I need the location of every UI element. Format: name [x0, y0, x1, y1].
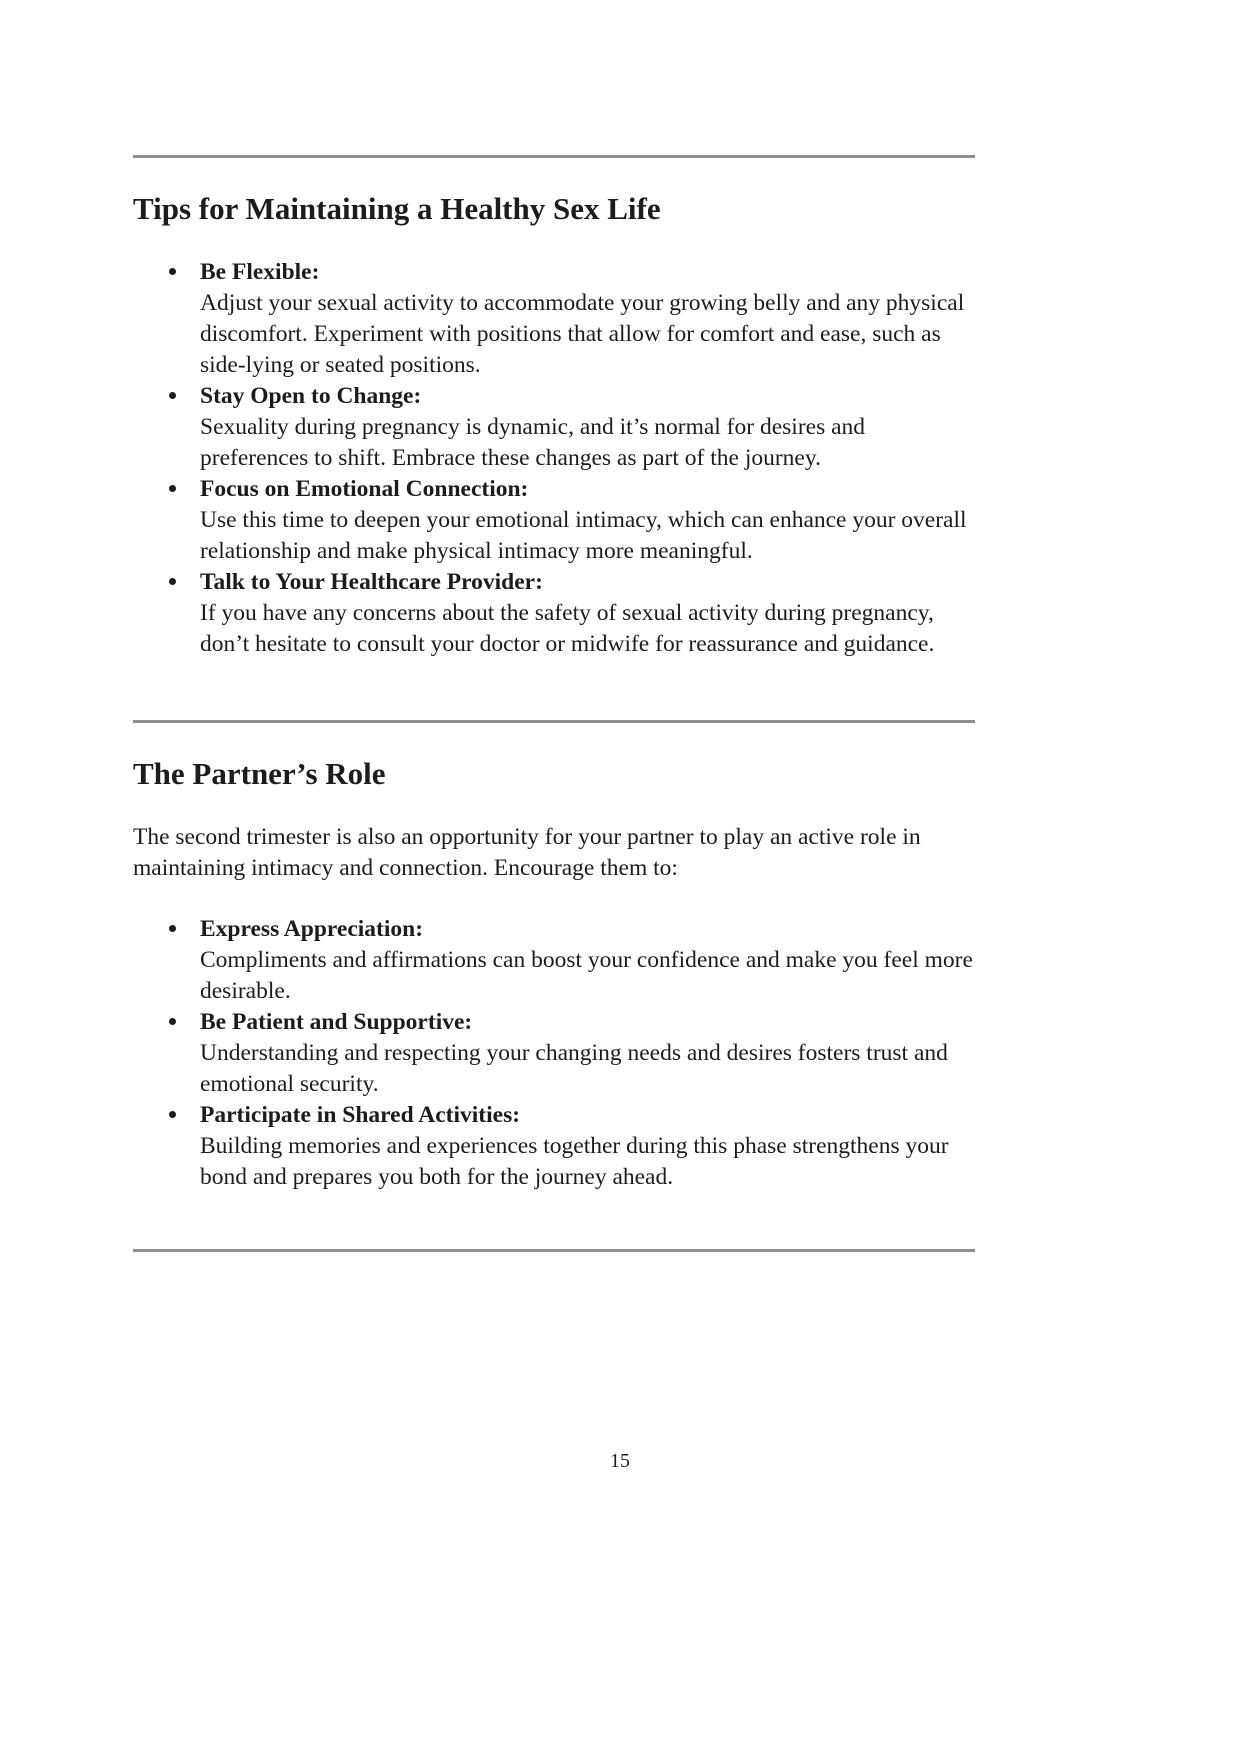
bullet-title: Talk to Your Healthcare Provider: — [200, 569, 543, 595]
list-item — [133, 381, 975, 474]
bullet-title: Express Appreciation: — [200, 916, 424, 942]
bullet-body: If you have any concerns about the safety of sexual activity during pregnancy, don’t hesitate to consult your doctor or midwife for reassurance and guidance. — [200, 600, 935, 657]
section-divider — [133, 720, 975, 723]
section-heading-tips: Tips for Maintaining a Healthy Sex Life — [133, 191, 661, 226]
bullet-icon — [169, 578, 176, 585]
bullet-body: Use this time to deepen your emotional intimacy, which can enhance your overall relationship and make physical intimacy more meaningful. — [200, 507, 967, 564]
list-item — [133, 914, 975, 1007]
list-item — [133, 257, 975, 381]
section-divider — [133, 155, 975, 158]
bullet-icon — [169, 485, 176, 492]
page-number: 15 — [610, 1450, 630, 1472]
bullet-body: Building memories and experiences together during this phase strengthens your bond and prepares you both for the journey ahead. — [200, 1133, 949, 1190]
list-item — [133, 567, 975, 660]
bullet-title: Be Patient and Supportive: — [200, 1009, 473, 1035]
bullet-body: Sexuality during pregnancy is dynamic, and it’s normal for desires and preferences to shift. Embrace these changes as part of the journey. — [200, 414, 866, 471]
bullet-body: Adjust your sexual activity to accommodate your growing belly and any physical discomfort. Experiment with positions that allow for comfort and ease, such as side-lying or seated positions. — [200, 290, 965, 378]
bullet-title: Participate in Shared Activities: — [200, 1102, 521, 1128]
section-heading-partners-role: The Partner’s Role — [133, 756, 386, 791]
section-divider — [133, 1249, 975, 1252]
list-item — [133, 474, 975, 567]
bullet-icon — [169, 392, 176, 399]
section-intro-paragraph: The second trimester is also an opportunity for your partner to play an active role in maintaining intimacy and connection. Encourage them to: — [133, 824, 921, 881]
bullet-title: Be Flexible: — [200, 259, 320, 285]
partner-bullet-list — [133, 914, 975, 1193]
page-content — [133, 0, 975, 1252]
list-item — [133, 1100, 975, 1193]
bullet-body: Understanding and respecting your changing needs and desires fosters trust and emotional security. — [200, 1040, 948, 1097]
bullet-body: Compliments and affirmations can boost your confidence and make you feel more desirable. — [200, 947, 973, 1004]
list-item — [133, 1007, 975, 1100]
bullet-icon — [169, 1018, 176, 1025]
bullet-title: Focus on Emotional Connection: — [200, 476, 529, 502]
bullet-title: Stay Open to Change: — [200, 383, 422, 409]
bullet-icon — [169, 268, 176, 275]
bullet-icon — [169, 925, 176, 932]
tips-bullet-list — [133, 257, 975, 660]
bullet-icon — [169, 1111, 176, 1118]
